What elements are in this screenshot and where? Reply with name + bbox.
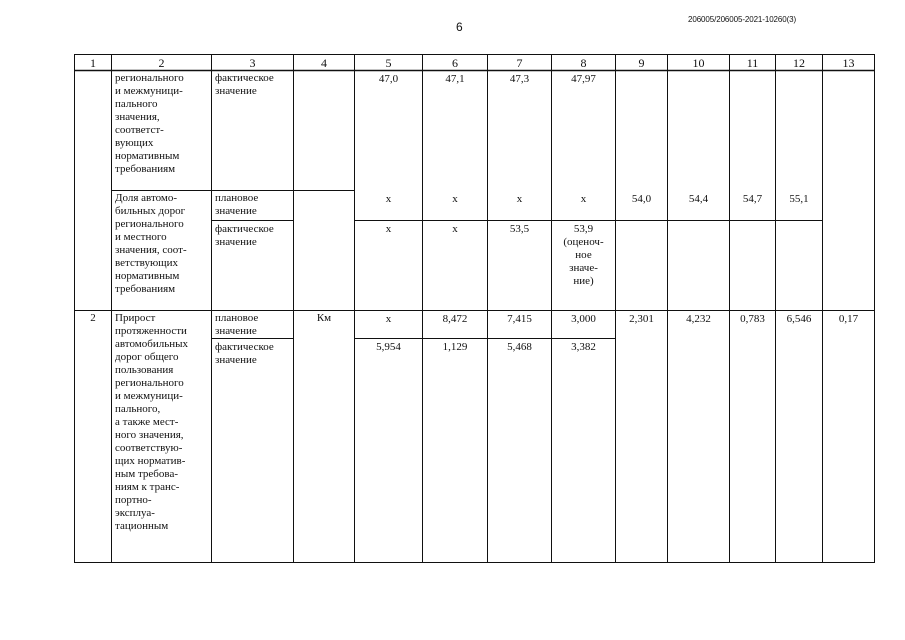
row3-type-fact: фактическое значение — [215, 341, 274, 366]
header-col-2: 2 — [158, 56, 165, 70]
row2-fact-6: x — [452, 223, 458, 235]
row2-plan-10: 54,4 — [688, 193, 709, 205]
header-col-4: 4 — [321, 56, 327, 70]
row2-fact-8: 53,9 (оценоч- ное значе- ние) — [563, 223, 604, 287]
row2-plan-12: 55,1 — [789, 193, 809, 205]
row3-fact-6: 1,129 — [442, 341, 468, 353]
row3-fact-8: 3,382 — [571, 341, 596, 353]
row3-fact-7: 5,468 — [507, 341, 532, 353]
header-col-13: 13 — [842, 56, 855, 70]
row3-plan-7: 7,415 — [507, 313, 532, 325]
document-id: 206005/206005-2021-10260(3) — [688, 15, 797, 24]
row3-plan-5: x — [385, 313, 392, 325]
row1-value-8: 47,97 — [571, 73, 596, 85]
row1-type-fact: фактическое значение — [215, 72, 274, 97]
header-col-12: 12 — [793, 56, 805, 70]
header-col-9: 9 — [638, 56, 645, 70]
row3-plan-12: 6,546 — [786, 313, 812, 325]
row1-value-6: 47,1 — [445, 73, 465, 85]
row3-plan-11: 0,783 — [740, 313, 765, 325]
row2-indicator: Доля автомо- бильных дорог регионального и местного значения, соот- ветствующих нормативным требованиям — [115, 192, 187, 295]
row2-plan-5: x — [385, 193, 392, 205]
header-col-1: 1 — [90, 56, 96, 70]
row3-plan-9: 2,301 — [629, 313, 654, 325]
header-col-11: 11 — [746, 56, 759, 70]
row3-plan-6: 8,472 — [442, 313, 468, 325]
row2-fact-5: x — [385, 223, 392, 235]
row3-fact-5: 5,954 — [376, 341, 401, 353]
row3-number: 2 — [90, 312, 96, 324]
row2-plan-6: x — [452, 193, 458, 205]
row2-plan-8: x — [580, 193, 587, 205]
row2-fact-7: 53,5 — [509, 223, 530, 235]
row1-value-7: 47,3 — [509, 73, 530, 85]
header-col-5: 5 — [385, 56, 392, 70]
row1-value-5: 47,0 — [378, 73, 399, 85]
row3-unit: Км — [316, 312, 332, 324]
page-number: 6 — [456, 20, 463, 34]
row3-plan-8: 3,000 — [571, 313, 596, 325]
row2-type-plan: плановое значение — [215, 192, 259, 217]
header-col-10: 10 — [692, 56, 705, 70]
header-col-7: 7 — [516, 56, 523, 70]
row2-type-fact: фактическое значение — [215, 223, 274, 248]
row3-indicator: Прирост протяженности автомобильных дорог общего пользования регионального и межмуници- пального, а также мест- ного значения, соответствую- щих норматив- ным требова- ниям к транс- портно- эксплуа- тационным — [115, 312, 188, 532]
row2-plan-9: 54,0 — [631, 193, 652, 205]
row2-plan-7: x — [516, 193, 523, 205]
row3-plan-10: 4,232 — [686, 313, 711, 325]
row2-plan-11: 54,7 — [742, 193, 763, 205]
header-col-3: 3 — [249, 56, 256, 70]
row1-indicator: регионального и межмуници- пального значения, соответст- вующих нормативным требованиям — [115, 72, 184, 175]
row3-type-plan: плановое значение — [215, 312, 259, 337]
header-col-8: 8 — [580, 56, 587, 70]
header-col-6: 6 — [452, 56, 458, 70]
row3-plan-13: 0,17 — [838, 313, 859, 325]
